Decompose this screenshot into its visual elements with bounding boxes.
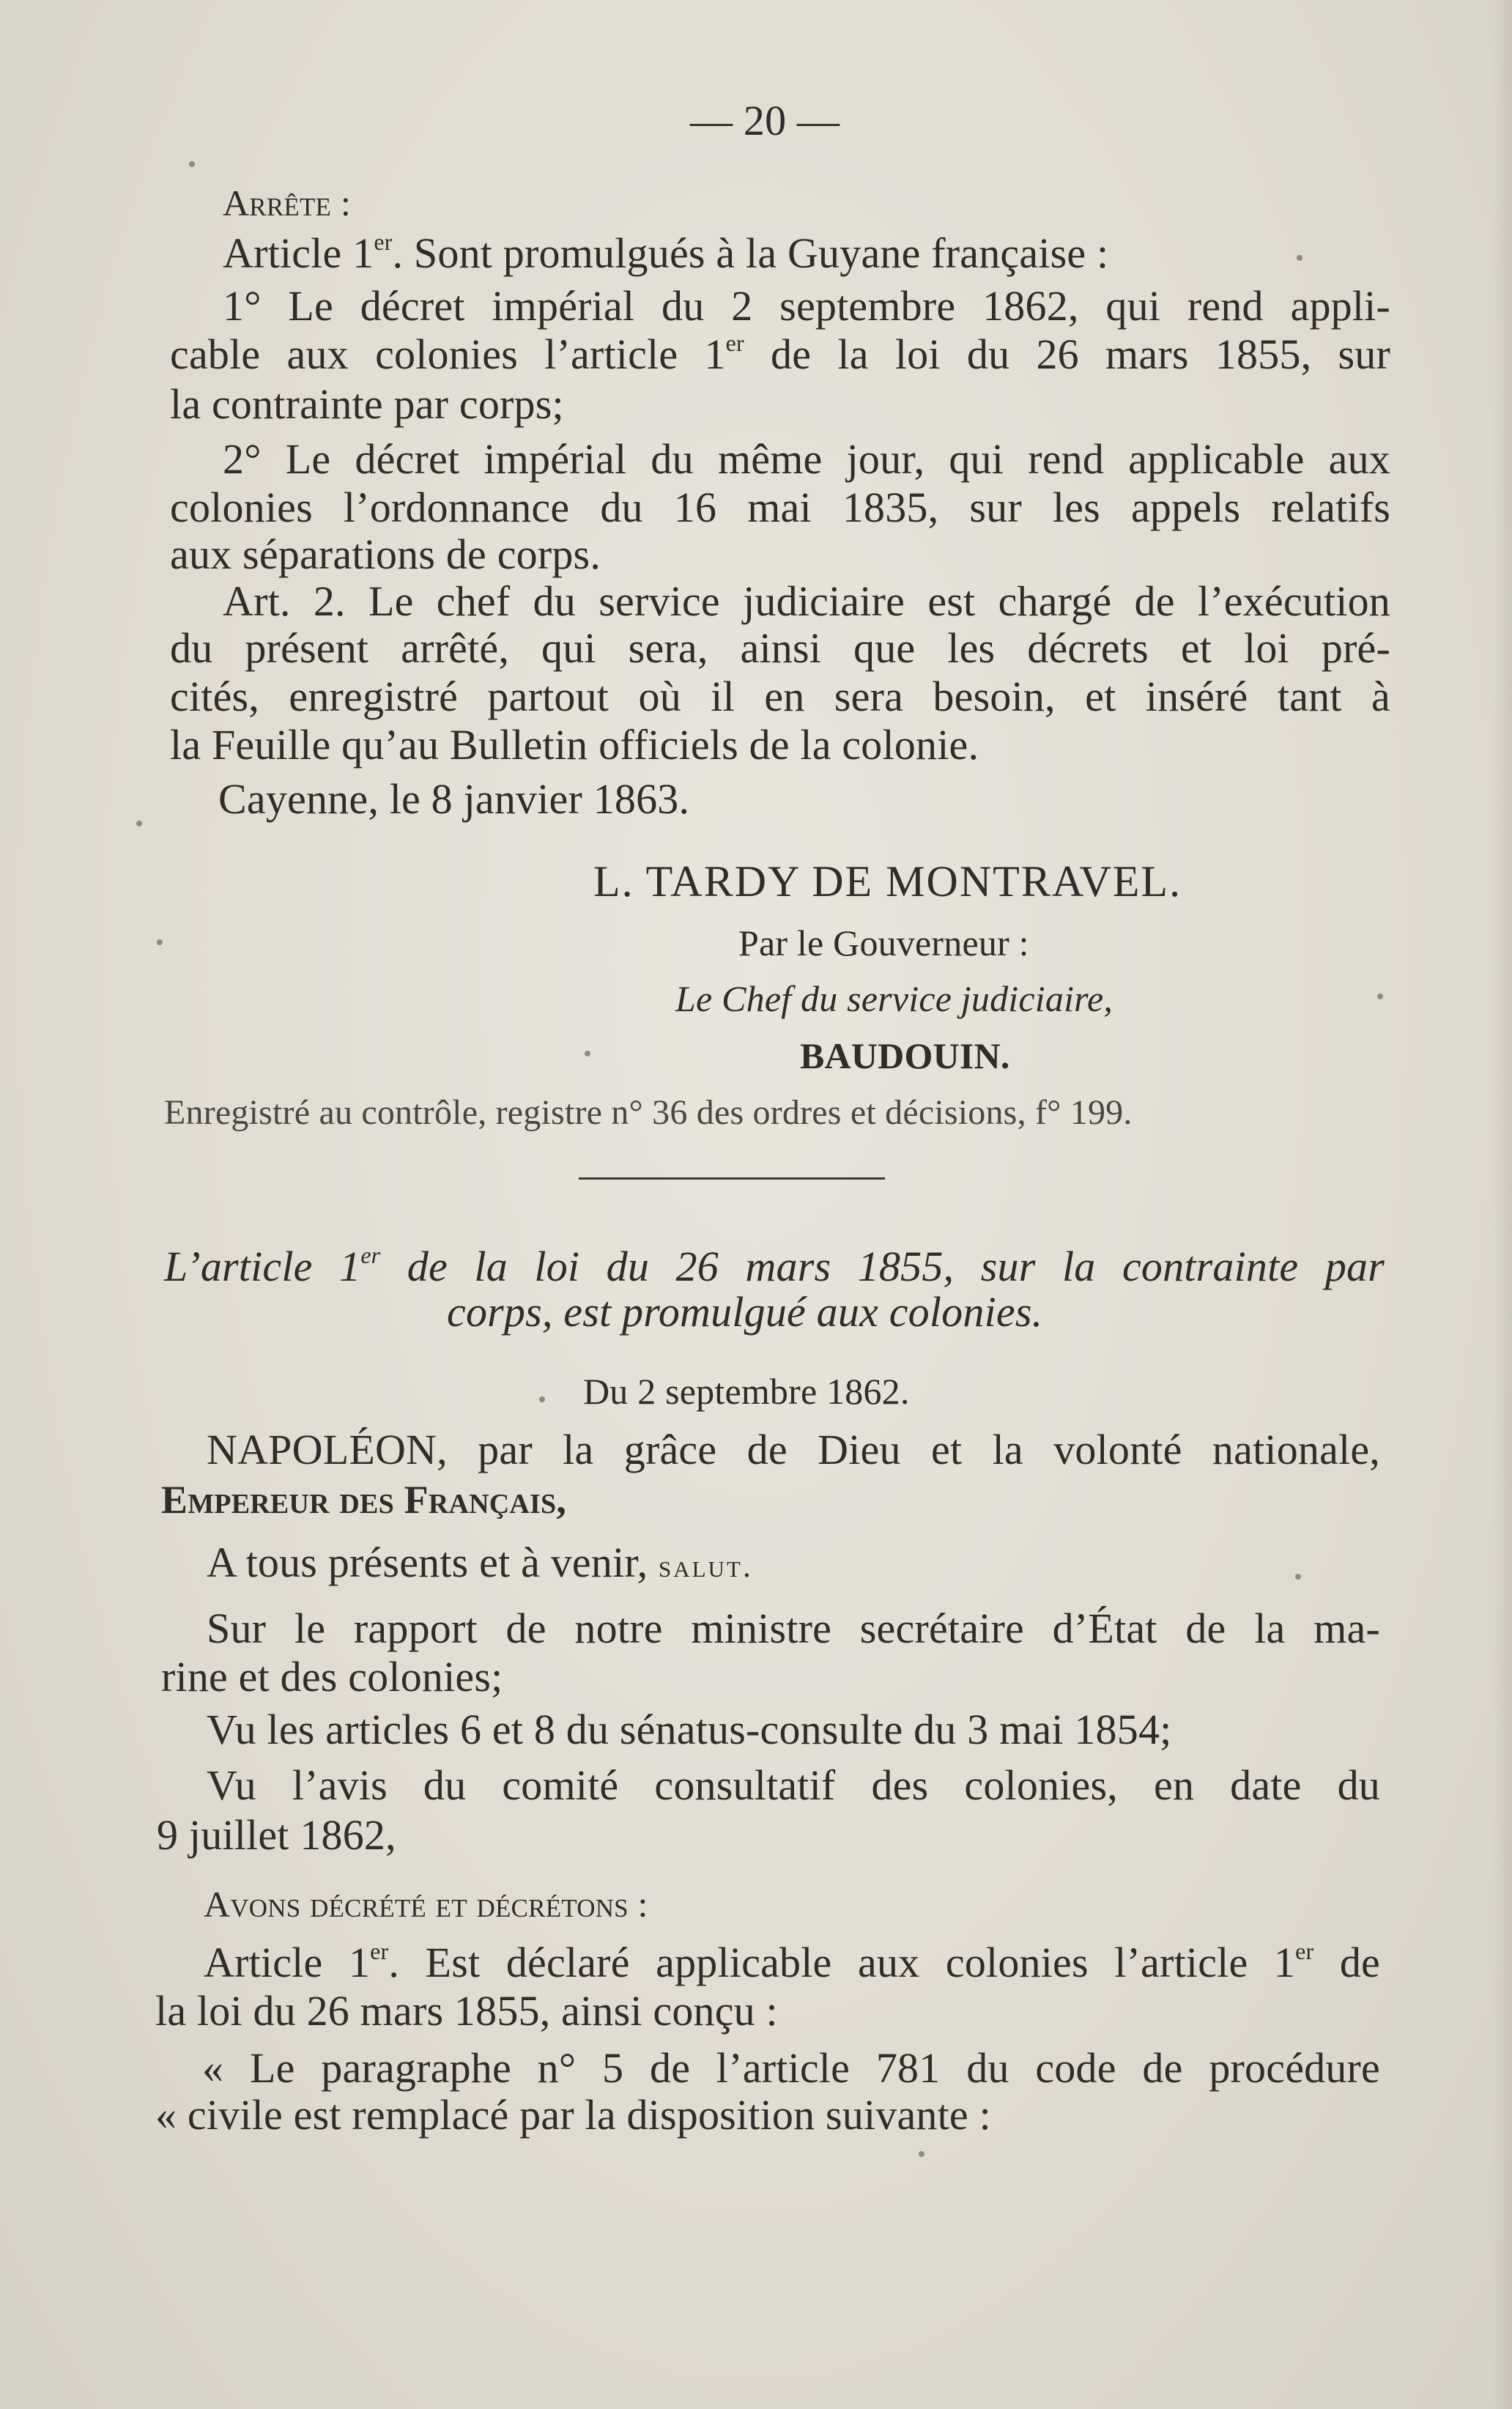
signature-governor: L. TARDY DE MONTRAVEL. xyxy=(593,857,1182,906)
article-2-line-3: cités, enregistré partout où il en sera besoin, et inséré tant à xyxy=(170,673,1390,720)
napoleon-line-2: Empereur des Français, xyxy=(161,1478,567,1522)
final-article-line-1: Article 1er. Est déclaré applicable aux colonies l’article 1er de xyxy=(204,1939,1380,1986)
paper-speck xyxy=(585,1051,590,1057)
item-1-line-1: 1° Le décret impérial du 2 septembre 1862, qui rend appli- xyxy=(223,282,1390,330)
signature-baudouin: BAUDOUIN. xyxy=(800,1035,1010,1076)
page-edge-shadow xyxy=(1493,0,1512,2409)
sur-le-rapport-line-1: Sur le rapport de notre ministre secrétaire d’État de la ma- xyxy=(207,1605,1380,1652)
paper-speck xyxy=(1297,255,1302,261)
paper-speck xyxy=(136,821,142,826)
par-le-gouverneur: Par le Gouverneur : xyxy=(738,922,1029,963)
item-2-line-1: 2° Le décret impérial du même jour, qui rend applicable aux xyxy=(223,435,1390,483)
article-2-line-4: la Feuille qu’au Bulletin officiels de la colonie. xyxy=(170,721,979,769)
arrete-heading: Arrête : xyxy=(223,182,351,223)
paper-speck xyxy=(189,161,195,167)
item-2-line-2: colonies l’ordonnance du 16 mai 1835, sur les appels relatifs xyxy=(170,484,1390,531)
quote-line-2: « civile est remplacé par la disposition suivante : xyxy=(155,2091,991,2139)
page-number: — 20 — xyxy=(690,97,840,144)
paper-speck xyxy=(1295,1574,1301,1580)
salutation: A tous présents et à venir, salut. xyxy=(207,1539,753,1586)
article-1-line: Article 1er. Sont promulgués à la Guyane française : xyxy=(223,229,1109,277)
paper-speck xyxy=(157,939,163,945)
decree-title-line-1: L’article 1er de la loi du 26 mars 1855, sur la contrainte par xyxy=(164,1243,1385,1290)
decree-date: Du 2 septembre 1862. xyxy=(583,1371,910,1412)
item-1-line-2: cable aux colonies l’article 1er de la loi du 26 mars 1855, sur xyxy=(170,330,1390,378)
registration-note: Enregistré au contrôle, registre n° 36 des ordres et décisions, f° 199. xyxy=(164,1093,1133,1132)
vu-articles: Vu les articles 6 et 8 du sénatus-consulte du 3 mai 1854; xyxy=(207,1706,1172,1753)
item-2-line-3: aux séparations de corps. xyxy=(170,530,601,578)
vu-avis-line-1: Vu l’avis du comité consultatif des colonies, en date du xyxy=(207,1761,1380,1809)
avons-decrete: Avons décrété et décrétons : xyxy=(204,1884,648,1925)
item-1-line-3: la contrainte par corps; xyxy=(170,380,564,428)
paper-speck xyxy=(919,2151,924,2157)
article-2-line-2: du présent arrêté, qui sera, ainsi que les décrets et loi pré- xyxy=(170,624,1390,672)
sur-le-rapport-line-2: rine et des colonies; xyxy=(161,1653,503,1701)
napoleon-line-1: NAPOLÉON, par la grâce de Dieu et la volonté nationale, xyxy=(207,1426,1380,1473)
section-divider xyxy=(579,1177,885,1180)
vu-avis-line-2: 9 juillet 1862, xyxy=(157,1811,396,1859)
article-2-line-1: Art. 2. Le chef du service judiciaire est chargé de l’exécution xyxy=(223,577,1390,625)
paper-speck xyxy=(1377,993,1383,999)
decree-title-line-2: corps, est promulgué aux colonies. xyxy=(447,1288,1043,1336)
chef-service-judiciaire: Le Chef du service judiciaire, xyxy=(675,978,1113,1019)
paper-speck xyxy=(539,1396,545,1402)
final-article-line-2: la loi du 26 mars 1855, ainsi conçu : xyxy=(155,1987,778,2035)
quote-line-1: « Le paragraphe n° 5 de l’article 781 du code de procédure xyxy=(202,2044,1380,2092)
date-place: Cayenne, le 8 janvier 1863. xyxy=(218,775,690,823)
